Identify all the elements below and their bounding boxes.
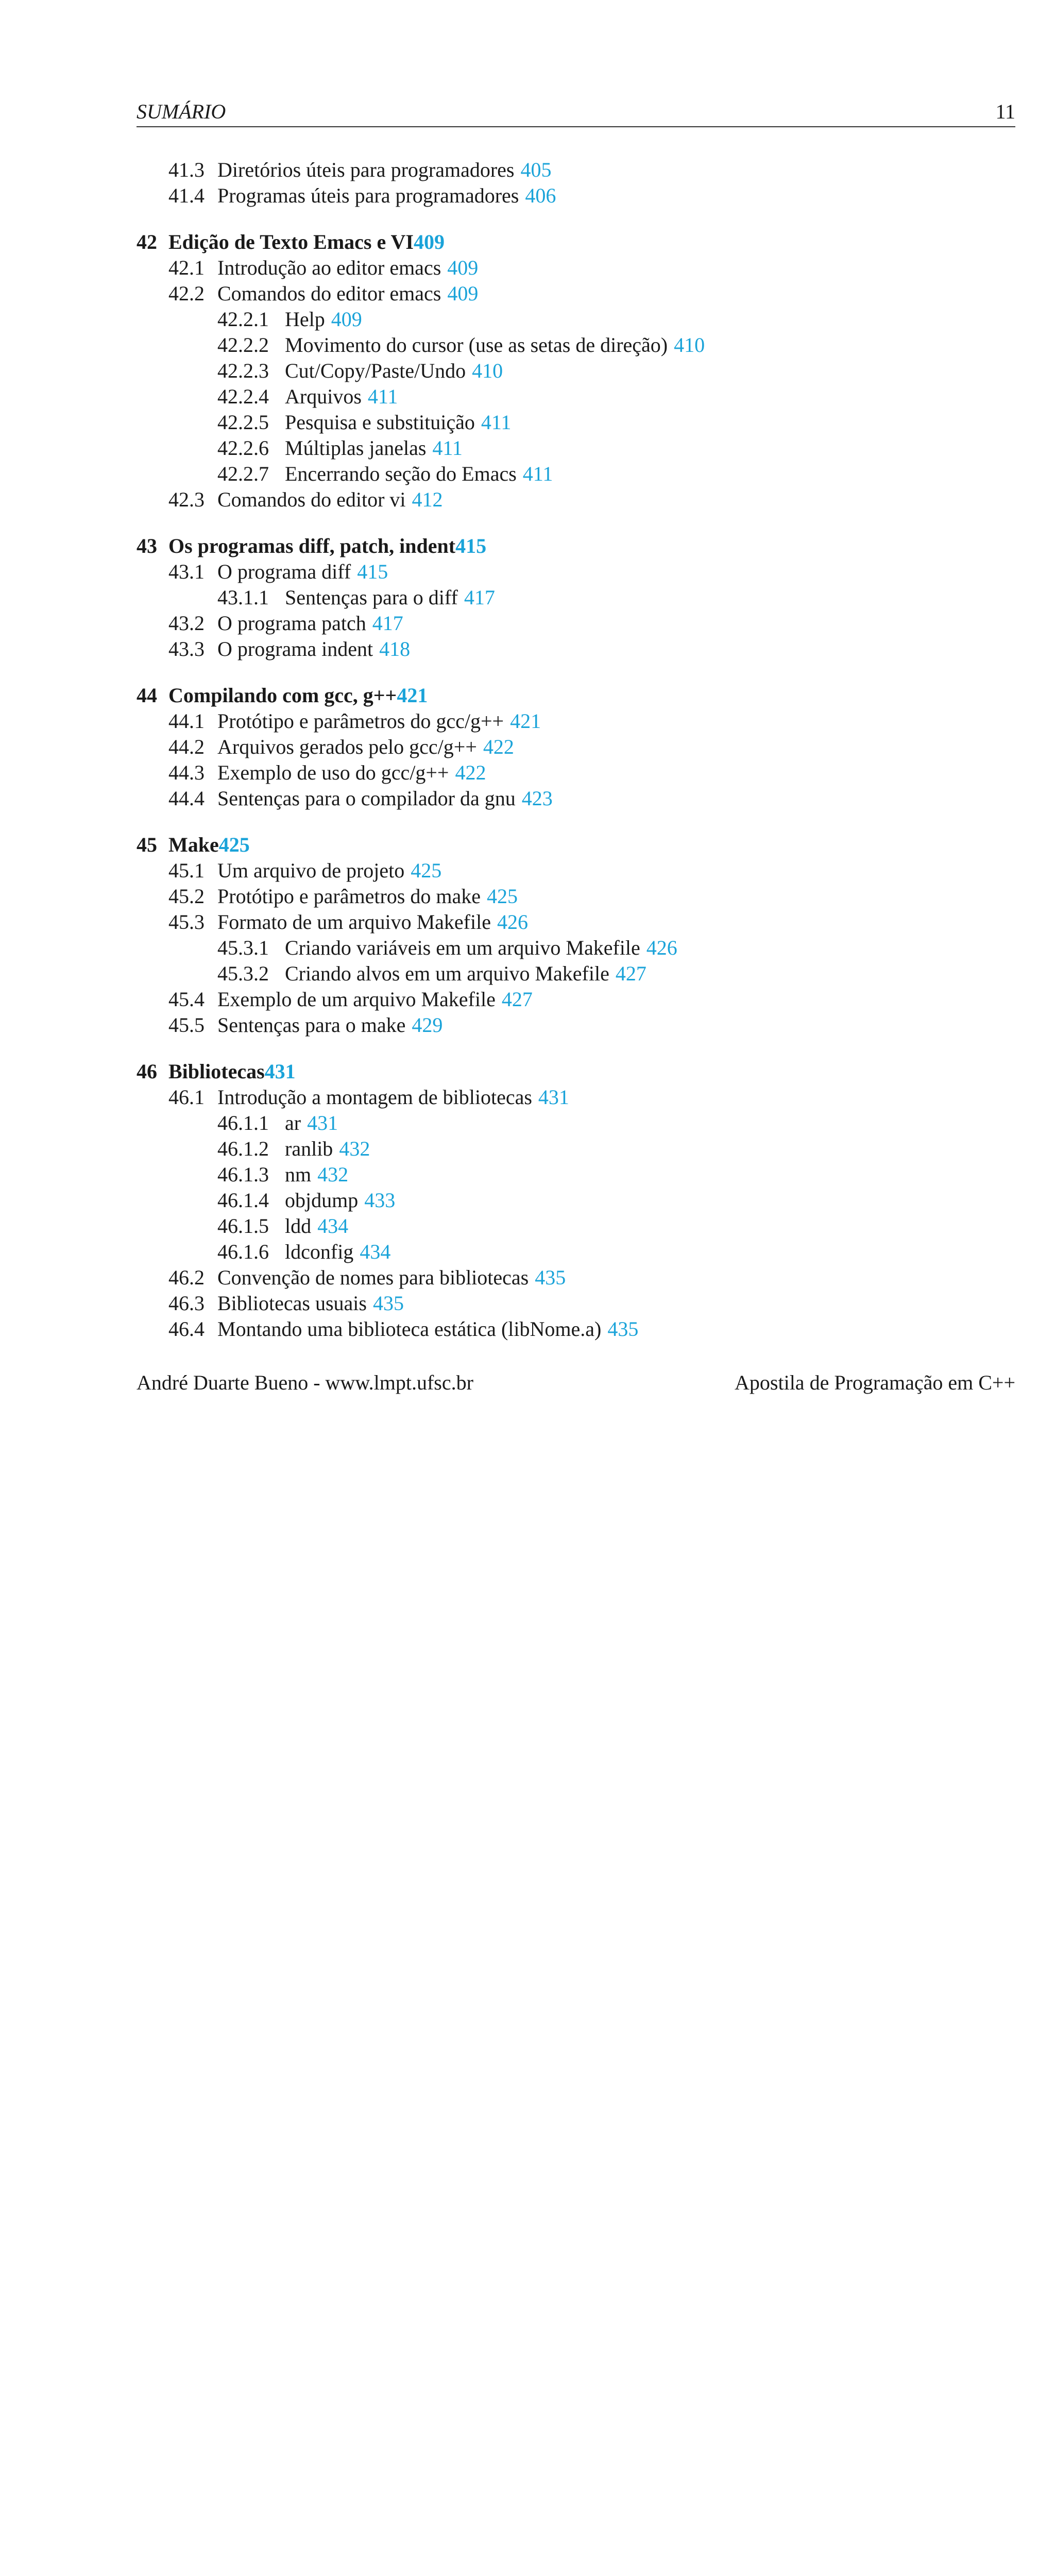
running-header: [137, 99, 1015, 127]
toc-page-link[interactable]: 425: [411, 859, 442, 882]
toc-page-link[interactable]: 434: [360, 1240, 391, 1263]
toc-entry-number: 42: [137, 230, 157, 253]
toc-entry-number: 43: [137, 534, 157, 557]
toc-page-link[interactable]: 432: [317, 1163, 349, 1186]
toc-page-link[interactable]: 427: [615, 962, 646, 985]
toc-chapter-entry[interactable]: [137, 683, 1015, 708]
toc-entry-number: 44: [137, 684, 157, 707]
toc-section-entry[interactable]: [137, 760, 1015, 786]
toc-page-link[interactable]: 411: [522, 462, 553, 485]
toc-entry-number: 42.2.4: [217, 385, 269, 408]
toc-section-entry[interactable]: [137, 183, 1015, 209]
toc-section-entry[interactable]: [137, 157, 1015, 183]
toc-entry-title: Cut/Copy/Paste/Undo: [285, 359, 466, 382]
toc-page-link[interactable]: 431: [264, 1060, 296, 1083]
toc-section-entry[interactable]: [137, 281, 1015, 307]
toc-entry-number: 46.1: [168, 1086, 205, 1109]
toc-entry-number: 46.3: [168, 1292, 205, 1315]
toc-entry-number: 46.1.1: [217, 1111, 269, 1134]
header-page-number: 11: [995, 100, 1015, 123]
toc-entry-number: 41.3: [168, 158, 205, 181]
toc-entry-number: 44.4: [168, 787, 205, 810]
toc-page-link[interactable]: 425: [486, 885, 518, 908]
toc-entry-title: ldconfig: [285, 1240, 354, 1263]
toc-page-link[interactable]: 421: [397, 684, 428, 707]
toc-page-link[interactable]: 411: [432, 436, 463, 460]
toc-entry-title: Movimento do cursor (use as setas de direção): [285, 333, 668, 357]
toc-entry-number: 42.2.3: [217, 359, 269, 382]
toc-entry-number: 46.2: [168, 1266, 205, 1289]
toc-page-link[interactable]: 435: [535, 1266, 566, 1289]
toc-page-link[interactable]: 415: [357, 560, 388, 583]
toc-entry-title: Múltiplas janelas: [285, 436, 427, 460]
toc-section-entry[interactable]: [137, 734, 1015, 760]
toc-entry-number: 42.3: [168, 488, 205, 511]
toc-entry-title: Montando uma biblioteca estática (libNome.a): [217, 1317, 602, 1341]
toc-entry-title: Pesquisa e substituição: [285, 411, 475, 434]
toc-page-link[interactable]: 410: [674, 333, 705, 357]
toc-entry-title: Sentenças para o compilador da gnu: [217, 787, 516, 810]
toc-page-link[interactable]: 423: [521, 787, 553, 810]
toc-page-link[interactable]: 421: [510, 709, 541, 733]
footer-book-title: Apostila de Programação em C++: [735, 1371, 1015, 1394]
toc-entry-number: 45.5: [168, 1013, 205, 1037]
toc-entry-title: Make: [168, 833, 219, 856]
toc-page-link[interactable]: 425: [218, 833, 250, 856]
toc-entry-title: Arquivos gerados pelo gcc/g++: [217, 735, 477, 758]
toc-page-link[interactable]: 432: [339, 1137, 370, 1160]
toc-page-link[interactable]: 409: [447, 282, 479, 305]
toc-chapter-entry[interactable]: [137, 832, 1015, 858]
toc-section-entry[interactable]: [137, 307, 1015, 332]
toc-entry-title: O programa diff: [217, 560, 351, 583]
toc-entry-number: 46.1.6: [217, 1240, 269, 1263]
toc-entry-number: 45.4: [168, 988, 205, 1011]
toc-section-entry[interactable]: [137, 786, 1015, 811]
toc-entry-number: 46.1.5: [217, 1214, 269, 1238]
toc-page-link[interactable]: 426: [497, 910, 528, 934]
toc-section-entry[interactable]: [137, 461, 1015, 487]
toc-entry-number: 45.1: [168, 859, 205, 882]
toc-section-entry[interactable]: [137, 358, 1015, 384]
toc-entry-title: Sentenças para o diff: [285, 586, 458, 609]
toc-entry-title: ldd: [285, 1214, 312, 1238]
toc-entry-number: 45.3.1: [217, 936, 269, 959]
table-of-contents: [137, 157, 1015, 1342]
toc-section-entry[interactable]: [137, 410, 1015, 435]
toc-entry-number: 45.3.2: [217, 962, 269, 985]
toc-chapter-entry[interactable]: [137, 1059, 1015, 1084]
toc-entry-number: 43.1.1: [217, 586, 269, 609]
toc-page-link[interactable]: 410: [472, 359, 503, 382]
toc-entry-title: Comandos do editor emacs: [217, 282, 441, 305]
toc-page-link[interactable]: 433: [364, 1189, 396, 1212]
toc-entry-number: 42.2.5: [217, 411, 269, 434]
toc-entry-number: 46.1.2: [217, 1137, 269, 1160]
toc-entry-title: Bibliotecas usuais: [217, 1292, 367, 1315]
toc-entry-number: 44.1: [168, 709, 205, 733]
toc-section-entry[interactable]: [137, 255, 1015, 281]
toc-entry-title: nm: [285, 1163, 312, 1186]
toc-section-entry[interactable]: [137, 559, 1015, 585]
toc-entry-title: Criando variáveis em um arquivo Makefile: [285, 936, 640, 959]
toc-entry-title: Encerrando seção do Emacs: [285, 462, 517, 485]
toc-entry-title: Convenção de nomes para bibliotecas: [217, 1266, 529, 1289]
toc-page-link[interactable]: 426: [646, 936, 677, 959]
toc-entry-number: 42.1: [168, 256, 205, 279]
toc-page-link[interactable]: 434: [317, 1214, 349, 1238]
toc-page-link[interactable]: 417: [464, 586, 495, 609]
toc-entry-number: 43.3: [168, 637, 205, 660]
toc-page-link[interactable]: 409: [331, 308, 362, 331]
toc-entry-title: Protótipo e parâmetros do make: [217, 885, 481, 908]
toc-entry-number: 41.4: [168, 184, 205, 207]
toc-entry-number: 45.3: [168, 910, 205, 934]
toc-entry-title: Edição de Texto Emacs e VI: [168, 230, 414, 253]
toc-chapter-entry[interactable]: [137, 533, 1015, 559]
toc-entry-title: Introdução a montagem de bibliotecas: [217, 1086, 532, 1109]
toc-page-link[interactable]: 411: [367, 385, 398, 408]
toc-entry-title: ranlib: [285, 1137, 333, 1160]
toc-page-link[interactable]: 415: [455, 534, 487, 557]
toc-page-link[interactable]: 409: [447, 256, 479, 279]
toc-page-link[interactable]: 409: [413, 230, 445, 253]
toc-page-link[interactable]: 427: [501, 988, 533, 1011]
toc-section-entry[interactable]: [137, 435, 1015, 461]
toc-entry-title: Help: [285, 308, 325, 331]
toc-entry-title: Bibliotecas: [168, 1060, 265, 1083]
header-title: SUMÁRIO: [137, 100, 226, 123]
toc-entry-title: Um arquivo de projeto: [217, 859, 405, 882]
toc-page-link[interactable]: 435: [607, 1317, 639, 1341]
toc-entry-number: 43.1: [168, 560, 205, 583]
toc-entry-title: O programa patch: [217, 612, 366, 635]
toc-entry-number: 45.2: [168, 885, 205, 908]
toc-entry-number: 46.1.4: [217, 1189, 269, 1212]
toc-entry-title: Exemplo de um arquivo Makefile: [217, 988, 496, 1011]
toc-entry-number: 46.4: [168, 1317, 205, 1341]
toc-page-link[interactable]: 422: [455, 761, 486, 784]
toc-section-entry[interactable]: [137, 611, 1015, 636]
toc-entry-title: Sentenças para o make: [217, 1013, 406, 1037]
toc-entry-number: 42.2: [168, 282, 205, 305]
toc-page-link[interactable]: 422: [483, 735, 514, 758]
toc-page-link[interactable]: 435: [372, 1292, 404, 1315]
toc-entry-number: 43.2: [168, 612, 205, 635]
toc-entry-title: Criando alvos em um arquivo Makefile: [285, 962, 609, 985]
toc-entry-number: 46: [137, 1060, 157, 1083]
toc-page-link[interactable]: 405: [520, 158, 552, 181]
toc-entry-number: 46.1.3: [217, 1163, 269, 1186]
toc-entry-title: Introdução ao editor emacs: [217, 256, 441, 279]
toc-entry-title: Exemplo de uso do gcc/g++: [217, 761, 449, 784]
toc-entry-title: Protótipo e parâmetros do gcc/g++: [217, 709, 504, 733]
toc-section-entry[interactable]: [137, 708, 1015, 734]
toc-entry-title: Diretórios úteis para programadores: [217, 158, 515, 181]
toc-section-entry[interactable]: [137, 585, 1015, 611]
toc-entry-number: 42.2.6: [217, 436, 269, 460]
toc-entry-title: Compilando com gcc, g++: [168, 684, 397, 707]
toc-entry-title: Comandos do editor vi: [217, 488, 406, 511]
toc-page-link[interactable]: 406: [525, 184, 556, 207]
toc-entry-title: Formato de um arquivo Makefile: [217, 910, 491, 934]
toc-chapter-entry[interactable]: [137, 229, 1015, 255]
toc-entry-number: 42.2.7: [217, 462, 269, 485]
toc-page-link[interactable]: 431: [307, 1111, 338, 1134]
toc-entry-title: O programa indent: [217, 637, 373, 660]
toc-page-link[interactable]: 412: [412, 488, 443, 511]
toc-entry-title: Os programas diff, patch, indent: [168, 534, 456, 557]
toc-entry-number: 42.2.1: [217, 308, 269, 331]
toc-page-link[interactable]: 411: [481, 411, 512, 434]
toc-entry-number: 42.2.2: [217, 333, 269, 357]
toc-entry-title: Programas úteis para programadores: [217, 184, 519, 207]
toc-page-link[interactable]: 417: [372, 612, 403, 635]
toc-entry-title: ar: [285, 1111, 301, 1134]
toc-entry-number: 44.2: [168, 735, 205, 758]
toc-section-entry[interactable]: [137, 636, 1015, 662]
toc-entry-title: Arquivos: [285, 385, 362, 408]
toc-page-link[interactable]: 431: [538, 1086, 569, 1109]
footer-author: André Duarte Bueno - www.lmpt.ufsc.br: [137, 1371, 473, 1394]
toc-entry-number: 45: [137, 833, 157, 856]
toc-entry-title: objdump: [285, 1189, 359, 1212]
toc-entry-number: 44.3: [168, 761, 205, 784]
toc-section-entry[interactable]: [137, 384, 1015, 410]
toc-page-link[interactable]: 418: [379, 637, 411, 660]
toc-page-link[interactable]: 429: [412, 1013, 443, 1037]
toc-section-entry[interactable]: [137, 487, 1015, 513]
